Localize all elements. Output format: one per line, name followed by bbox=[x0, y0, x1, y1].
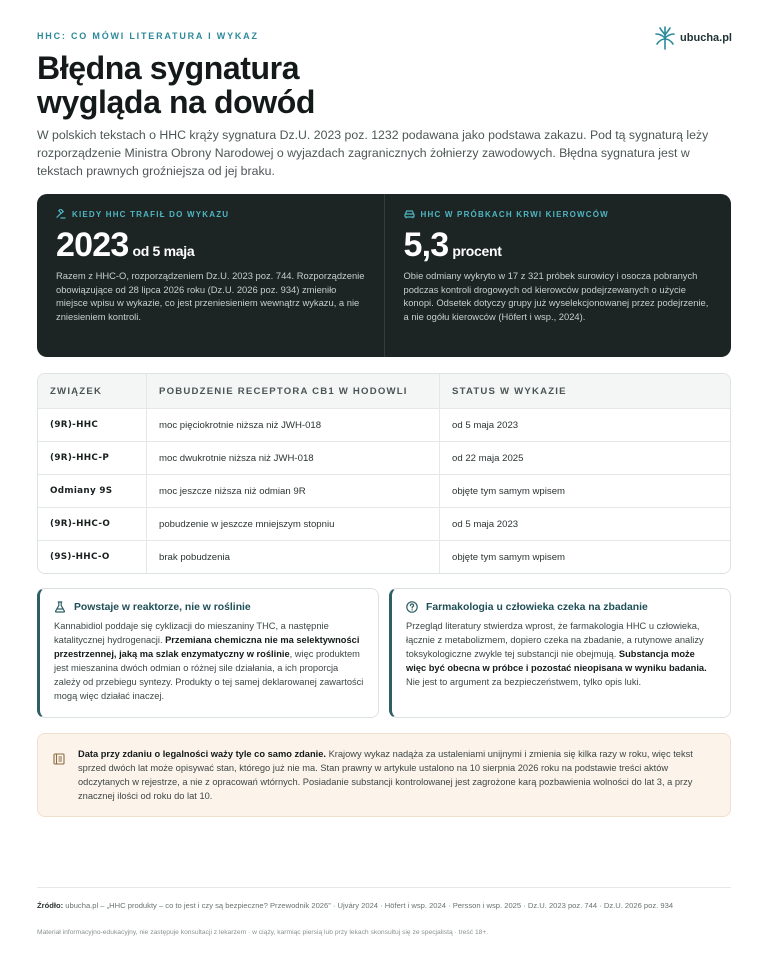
title-line-1: Błędna sygnatura bbox=[37, 50, 300, 86]
stat-unit: procent bbox=[452, 243, 502, 259]
card-body: Przegląd literatury stwierdza wprost, że farmakologia HHC u człowieka, łącznie z metabolizmem, dopiero czeka na zbadanie, a rutynowe analizy toksykologiczne zwykle tej substancji nie obejmują. Substancja może więc być obecna w próbce i pozostać nieopisana w wyniku badania. Nie jest to argument za bezpieczeństwem, tylko opis luki. bbox=[406, 621, 707, 687]
page-title bbox=[37, 51, 315, 119]
compounds-table bbox=[37, 373, 731, 574]
disclaimer: Materiał informacyjno-edukacyjny, nie zastępuje konsultacji z lekarzem · w ciąży, karmiąc piersią lub przy lekach skonsultuj się ze specjalistą · treść 18+. bbox=[37, 929, 489, 936]
stat-block-listing bbox=[37, 194, 384, 357]
stat-block-drivers bbox=[384, 194, 732, 357]
cb1-activation: moc dwukrotnie niższa niż JWH-018 bbox=[146, 442, 439, 474]
card-title: Farmakologia u człowieka czeka na zbadanie bbox=[406, 601, 716, 613]
card-body: Kannabidiol poddaje się cyklizacji do mieszaniny THC, a następnie katalitycznej hydrogenacji. Przemiana chemiczna nie ma selektywności przestrzennej, jaką ma szlak enzymatyczny w roślinie, więc produktem jest mieszanina dwóch odmian o różnej sile działania, a ich proporcja zależy od przebiegu syntezy. Produkty o tej samej deklarowanej zawartości mogą więc działać inaczej. bbox=[54, 621, 364, 701]
info-card-pharmacology bbox=[389, 588, 731, 718]
column-header: POBUDZENIE RECEPTORA CB1 W HODOWLI bbox=[146, 374, 439, 408]
compound-name: (9R)-HHC bbox=[50, 420, 99, 430]
document-icon bbox=[53, 752, 65, 770]
table-row bbox=[38, 441, 730, 474]
flask-icon bbox=[54, 601, 66, 613]
brand-logo[interactable] bbox=[655, 26, 732, 50]
column-header: STATUS W WYKAZIE bbox=[439, 374, 730, 408]
column-header: ZWIĄZEK bbox=[50, 385, 103, 397]
compound-name: (9R)-HHC-O bbox=[50, 519, 111, 529]
stats-panel bbox=[37, 194, 731, 357]
table-row bbox=[38, 540, 730, 573]
compound-name: (9R)-HHC-P bbox=[50, 453, 110, 463]
car-icon bbox=[404, 209, 415, 219]
stat-number: 5,3 bbox=[403, 226, 449, 264]
eyebrow: HHC: CO MÓWI LITERATURA I WYKAZ bbox=[37, 31, 259, 41]
table-row bbox=[38, 474, 730, 507]
question-circle-icon bbox=[406, 601, 418, 613]
stat-label: HHC W PRÓBKACH KRWI KIEROWCÓW bbox=[404, 209, 713, 219]
gavel-icon bbox=[56, 209, 66, 219]
card-title: Powstaje w reaktorze, nie w roślinie bbox=[54, 601, 364, 613]
stat-value bbox=[404, 227, 713, 263]
title-line-2: wygląda na dowód bbox=[37, 84, 316, 120]
stat-number: 2023 bbox=[56, 226, 129, 264]
cb1-activation: pobudzenie w jeszcze mniejszym stopniu bbox=[146, 508, 439, 540]
brand-name: ubucha.pl bbox=[680, 32, 732, 44]
compound-name: Odmiany 9S bbox=[50, 486, 113, 496]
cb1-activation: brak pobudzenia bbox=[146, 541, 439, 573]
hemp-leaf-icon bbox=[655, 26, 675, 50]
compound-name: (9S)-HHC-O bbox=[50, 552, 110, 562]
legal-note bbox=[37, 733, 731, 817]
listing-status: objęte tym samym wpisem bbox=[439, 541, 730, 573]
stat-value bbox=[56, 227, 365, 263]
table-row bbox=[38, 408, 730, 441]
stat-label: KIEDY HHC TRAFIŁ DO WYKAZU bbox=[56, 209, 365, 219]
stat-description: Obie odmiany wykryto w 17 z 321 próbek surowicy i osocza pobranych podczas kontroli drogowych od kierowców podejrzewanych o użycie konopi. Odsetek dotyczy grupy już wyselekcjonowanej przez podejrzenie, a nie ogółu kierowców (Höfert i wsp., 2024). bbox=[403, 270, 709, 322]
listing-status: od 5 maja 2023 bbox=[439, 409, 730, 441]
listing-status: od 5 maja 2023 bbox=[439, 508, 730, 540]
table-header-row bbox=[38, 374, 730, 408]
info-card-synthesis bbox=[37, 588, 379, 718]
stat-unit: od 5 maja bbox=[132, 243, 195, 259]
listing-status: objęte tym samym wpisem bbox=[439, 475, 730, 507]
cb1-activation: moc pięciokrotnie niższa niż JWH-018 bbox=[146, 409, 439, 441]
note-text: Data przy zdaniu o legalności waży tyle co samo zdanie. Krajowy wykaz nadąża za ustaleniami unijnymi i zmienia się kilka razy w roku, więc tekst sprzed dwóch lat może opisywać stan, którego już nie ma. Stan prawny w artykule ustalono na 10 sierpnia 2026 roku na podstawie treści aktów odczytanych w rejestrze, a nie z opracowań wtórnych. Posiadanie substancji kontrolowanej jest zagrożone karą pozbawienia wolności do lat 3, a przy znacznej ilości od roku do lat 10. bbox=[78, 749, 693, 801]
lead-paragraph: W polskich tekstach o HHC krąży sygnatura Dz.U. 2023 poz. 1232 podawana jako podstawa zakazu. Pod tą sygnaturą leży rozporządzenie Ministra Obrony Narodowej o wyjazdach zagranicznych żołnierzy zawodowych. Błędna sygnatura jest w tekstach prawnych groźniejsza od jej braku. bbox=[37, 128, 709, 178]
listing-status: od 22 maja 2025 bbox=[439, 442, 730, 474]
table-row bbox=[38, 507, 730, 540]
cb1-activation: moc jeszcze niższa niż odmian 9R bbox=[146, 475, 439, 507]
stat-description: Razem z HHC-O, rozporządzeniem Dz.U. 2023 poz. 744. Rozporządzenie obowiązujące od 28 lipca 2026 roku (Dz.U. 2026 poz. 934) zmieniło miejsce wpisu w wykazie, co jest przeniesieniem wewnątrz wykazu, a nie zniesieniem kontroli. bbox=[56, 270, 365, 322]
sources: Źródło: ubucha.pl – „HHC produkty – co to jest i czy są bezpieczne? Przewodnik 2026” · Ujváry 2024 · Höfert i wsp. 2024 · Persson i wsp. 2025 · Dz.U. 2023 poz. 744 · Dz.U. 2026 poz. 934 bbox=[37, 901, 674, 910]
footer-divider bbox=[37, 887, 731, 888]
